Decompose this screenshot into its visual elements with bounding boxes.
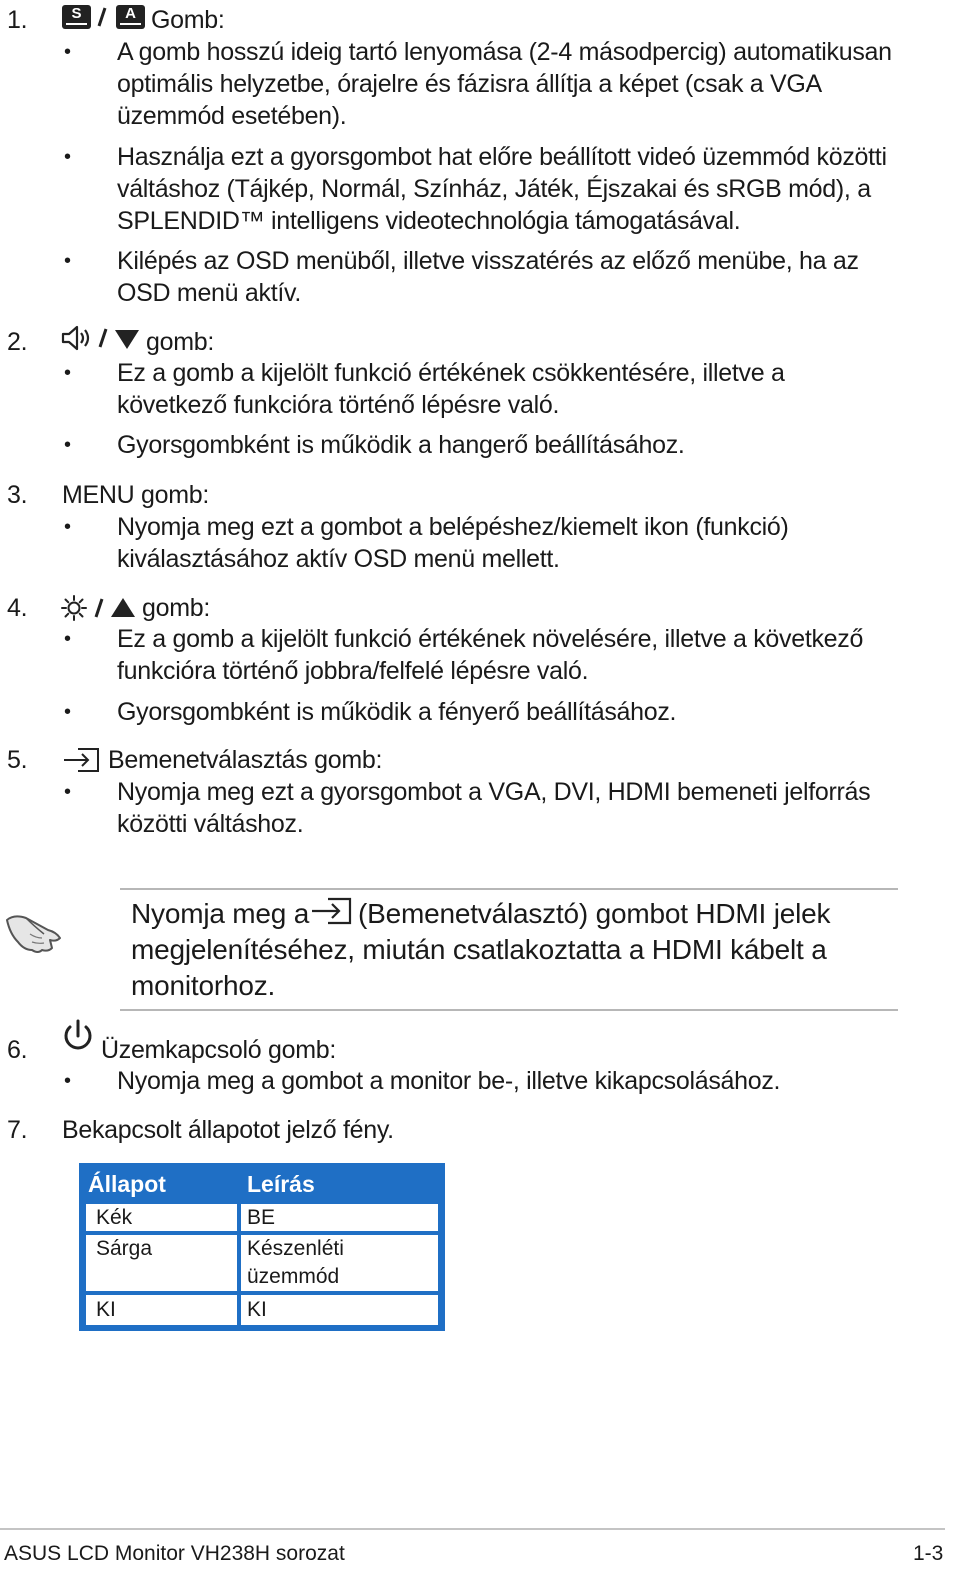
bullet-icon: • [64,434,72,456]
item-1-bullet-1-line-3: üzemmód esetében). [117,102,347,130]
item-2-title: gomb: [146,328,214,356]
bullet-icon: • [64,781,72,803]
item-7-title: Bekapcsolt állapotot jelző fény. [62,1116,394,1144]
item-5-number: 5. [7,746,28,774]
note-bottom-rule [120,1009,898,1011]
page-number: 1-3 [913,1542,944,1565]
item-3-bullet-1-line-1: Nyomja meg ezt a gombot a belépéshez/kiemelt ikon (funkció) [117,513,789,541]
item-6-number: 6. [7,1036,28,1064]
input-select-icon [310,895,354,929]
item-6-title: Üzemkapcsoló gomb: [101,1036,336,1064]
bullet-icon: • [64,516,72,538]
note-line-2: megjelenítéséhez, miután csatlakoztatta a HDMI kábelt a [131,934,827,965]
item-1-bullet-1-line-1: A gomb hosszú ideig tartó lenyomása (2-4 másodpercig) automatikusan [117,38,892,66]
slash-separator [98,326,108,350]
table-cell-description [241,1235,438,1291]
footer-title: ASUS LCD Monitor VH238H sorozat [4,1542,345,1565]
item-1-number: 1. [7,6,28,34]
item-1-title: Gomb: [151,6,225,34]
item-3-number: 3. [7,481,28,509]
slash-separator [94,596,104,620]
down-triangle-icon [114,328,140,350]
slash-separator [97,5,107,29]
item-2-number: 2. [7,328,28,356]
bullet-icon: • [64,701,72,723]
item-1-bullet-2-line-2: váltáshoz (Tájkép, Normál, Színház, Játék, Éjszakai és sRGB mód), a [117,175,871,203]
table-header-description: Leírás [247,1171,315,1197]
item-1-bullet-2-line-3: SPLENDID™ intelligens videotechnológia támogatásával. [117,207,741,235]
item-3-bullet-1-line-2: kiválasztásához aktív OSD menü mellett. [117,545,560,573]
item-4-bullet-1-line-1: Ez a gomb a kijelölt funkció értékének növelésére, illetve a következő [117,625,864,653]
table-cell-status: Kék [86,1204,237,1231]
table-header-status: Állapot [88,1171,166,1197]
table-cell-description-line: üzemmód [247,1265,340,1288]
item-4-number: 4. [7,594,28,622]
brightness-icon [60,594,88,622]
bullet-icon: • [64,250,72,272]
bullet-icon: • [64,362,72,384]
item-5-title: Bemenetválasztás gomb: [108,746,383,774]
item-1-bullet-3-line-1: Kilépés az OSD menüből, illetve visszatérés az előző menübe, ha az [117,247,859,275]
item-2-bullet-1-line-2: következő funkcióra történő lépésre való. [117,391,560,419]
bullet-icon: • [64,41,72,63]
a-key-icon: A [116,5,145,29]
item-4-bullet-1-line-2: funkcióra történő jobbra/felfelé lépésre való. [117,657,589,685]
item-2-bullet-2-line-1: Gyorsgombként is működik a hangerő beállításához. [117,431,685,459]
input-select-icon [62,745,102,775]
power-icon [60,1018,96,1054]
item-3-title: MENU gomb: [62,481,210,509]
note-line-1-start: Nyomja meg a [131,898,310,929]
item-1-bullet-3-line-2: OSD menü aktív. [117,279,301,307]
note-line-3: monitorhoz. [131,970,276,1001]
item-5-bullet-1-line-2: közötti váltáshoz. [117,810,304,838]
item-4-bullet-2-line-1: Gyorsgombként is működik a fényerő beállításához. [117,698,677,726]
note-line-1-end: (Bemenetválasztó) gombot HDMI jelek [358,898,831,929]
item-1-bullet-2-line-1: Használja ezt a gyorsgombot hat előre beállított videó üzemmód közötti [117,143,887,171]
note-top-rule [120,888,898,890]
table-cell-description: KI [241,1295,438,1325]
status-table [79,1163,445,1331]
footer-rule [0,1528,945,1530]
item-5-bullet-1-line-1: Nyomja meg ezt a gyorsgombot a VGA, DVI, HDMI bemeneti jelforrás [117,778,871,806]
item-7-number: 7. [7,1116,28,1144]
up-triangle-icon [110,597,136,619]
item-4-title: gomb: [142,594,210,622]
bullet-icon: • [64,146,72,168]
s-key-icon: S [62,5,91,29]
item-1-bullet-1-line-2: optimális helyzetbe, órajelre és fázisra állítja a képet (csak a VGA [117,70,822,98]
bullet-icon: • [64,628,72,650]
item-2-bullet-1-line-1: Ez a gomb a kijelölt funkció értékének csökkentésére, illetve a [117,359,785,387]
volume-icon [60,324,94,352]
bullet-icon: • [64,1070,72,1092]
table-cell-description-line: Készenléti [247,1237,344,1260]
table-cell-description: BE [241,1204,438,1231]
table-cell-status: Sárga [86,1235,237,1291]
item-6-bullet-1-line-1: Nyomja meg a gombot a monitor be-, illetve kikapcsolásához. [117,1067,781,1095]
table-cell-status: KI [86,1295,237,1325]
pointing-hand-icon [4,908,64,956]
